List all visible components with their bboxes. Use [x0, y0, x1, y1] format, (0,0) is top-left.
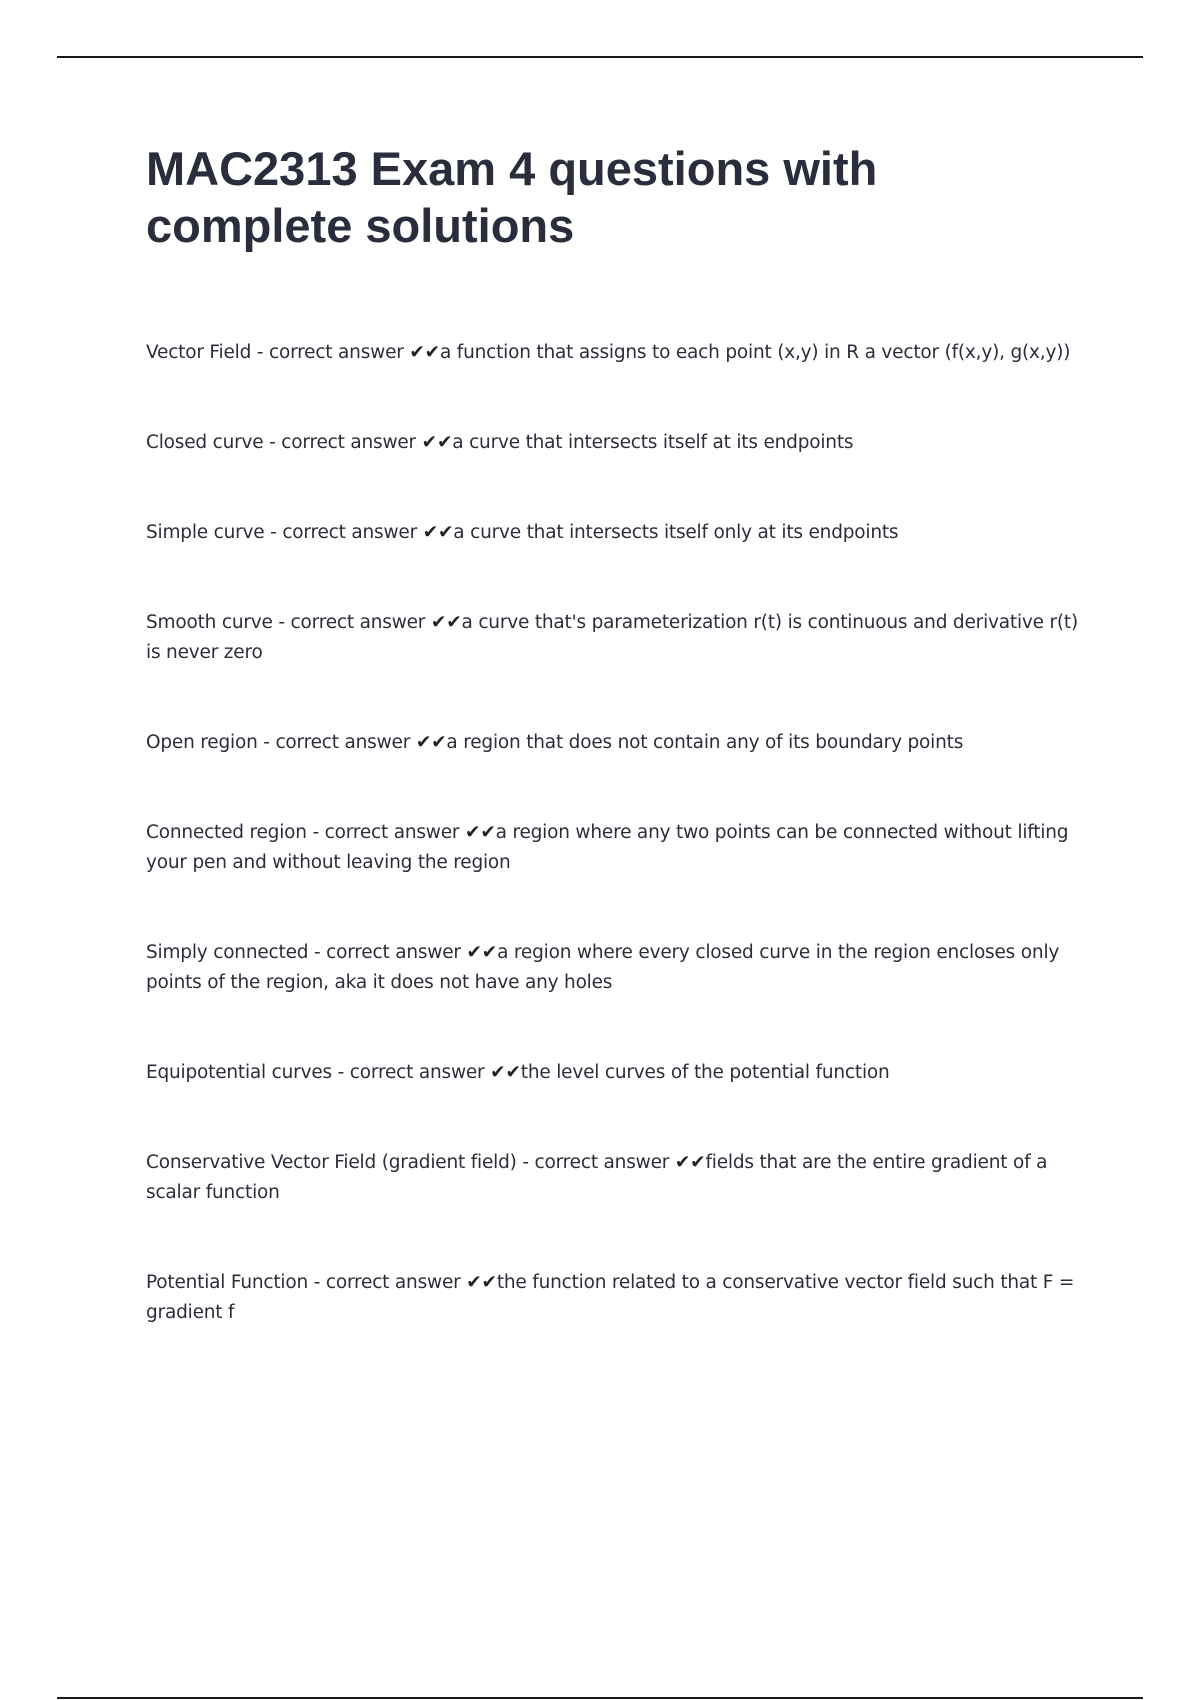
entry-answer: a curve that intersects itself only at its endpoints: [453, 522, 899, 543]
entry-term: Smooth curve: [146, 612, 273, 633]
check-marks: ✔✔: [490, 1062, 521, 1083]
qa-entry: [146, 728, 1096, 758]
check-marks: ✔✔: [466, 1272, 497, 1293]
entry-term: Simply connected: [146, 942, 309, 963]
qa-entry: [146, 1058, 1096, 1088]
entry-answer: a function that assigns to each point (x,y) in R a vector (f(x,y), g(x,y)): [439, 342, 1071, 363]
entry-separator: - correct answer: [331, 1062, 491, 1083]
entry-answer: a region that does not contain any of its boundary points: [446, 732, 964, 753]
entry-term: Vector Field: [146, 342, 252, 363]
entry-term: Simple curve: [146, 522, 265, 543]
document-body: [146, 140, 1096, 1388]
entry-term: Connected region: [146, 822, 307, 843]
qa-entry: [146, 1268, 1096, 1328]
qa-entry: [146, 1148, 1096, 1208]
check-marks: ✔✔: [421, 432, 453, 453]
qa-entry: [146, 938, 1096, 998]
entry-separator: - correct answer: [308, 942, 467, 963]
check-marks: ✔✔: [466, 942, 498, 963]
entry-answer: a region where any two points can be connected without lifting your pen and without leaving the region: [146, 822, 1069, 873]
entry-separator: - correct answer: [272, 612, 431, 633]
entry-separator: - correct answer: [251, 342, 410, 363]
entry-term: Conservative Vector Field (gradient field): [146, 1152, 517, 1173]
entry-answer: the function related to a conservative vector field such that F = gradient f: [146, 1272, 1075, 1323]
top-divider: [57, 56, 1143, 58]
entry-separator: - correct answer: [257, 732, 416, 753]
entry-answer: a region where every closed curve in the region encloses only points of the region, aka it does not have any holes: [146, 942, 1060, 993]
entry-separator: - correct answer: [516, 1152, 675, 1173]
entry-term: Potential Function: [146, 1272, 309, 1293]
entry-separator: - correct answer: [264, 522, 423, 543]
check-marks: ✔✔: [465, 822, 496, 843]
document-title: MAC2313 Exam 4 questions with complete solutions: [146, 142, 878, 252]
qa-entry: [146, 518, 1096, 548]
entry-separator: - correct answer: [308, 1272, 467, 1293]
entry-separator: - correct answer: [263, 432, 422, 453]
entry-term: Closed curve: [146, 432, 264, 453]
check-marks: ✔✔: [415, 732, 447, 753]
qa-entry: [146, 428, 1096, 458]
qa-entry: [146, 338, 1096, 368]
qa-entry: [146, 608, 1096, 668]
entry-answer: a curve that intersects itself at its endpoints: [452, 432, 854, 453]
bottom-divider: [57, 1697, 1143, 1699]
entry-answer: the level curves of the potential function: [520, 1062, 890, 1083]
entry-term: Open region: [146, 732, 258, 753]
entry-answer: a curve that's parameterization r(t) is continuous and derivative r(t) is never zero: [146, 612, 1078, 663]
check-marks: ✔✔: [422, 522, 454, 543]
check-marks: ✔✔: [409, 342, 440, 363]
entry-separator: - correct answer: [306, 822, 466, 843]
entry-term: Equipotential curves: [146, 1062, 332, 1083]
check-marks: ✔✔: [674, 1152, 706, 1173]
entry-answer: fields that are the entire gradient of a scalar function: [146, 1152, 1048, 1203]
qa-list: [146, 338, 1096, 1328]
qa-entry: [146, 818, 1096, 878]
check-marks: ✔✔: [430, 612, 462, 633]
